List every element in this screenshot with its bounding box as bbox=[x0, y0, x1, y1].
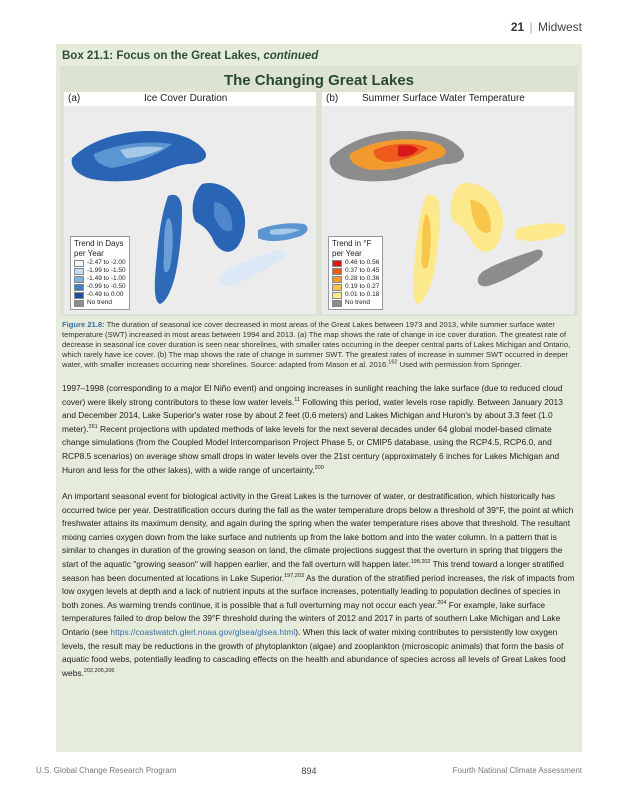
temp-legend-title-2: per Year bbox=[332, 249, 362, 258]
temp-legend-row bbox=[332, 259, 379, 267]
citation: 202,205,206 bbox=[83, 667, 115, 674]
citation: 204 bbox=[437, 599, 447, 606]
ice-legend-row bbox=[74, 275, 126, 283]
figure-21-8 bbox=[60, 66, 578, 316]
paragraph-water-levels bbox=[62, 382, 576, 477]
temp-legend-swatch bbox=[332, 292, 342, 299]
coastwatch-link[interactable]: https://coastwatch.glerl.noaa.gov/glsea/glsea.html bbox=[110, 626, 296, 637]
temp-legend-row bbox=[332, 291, 379, 299]
ice-legend-row bbox=[74, 299, 126, 307]
ice-legend-label: -1.49 to -1.00 bbox=[87, 275, 126, 282]
ice-legend-row bbox=[74, 283, 126, 291]
para2-text-2: This trend toward a longer stratified season has been documented at locations in Lake Superior. bbox=[62, 558, 564, 583]
footer-assessment: Fourth National Climate Assessment bbox=[452, 766, 582, 775]
temp-legend-row bbox=[332, 299, 379, 307]
panel-a-title: Ice Cover Duration bbox=[144, 93, 228, 104]
ice-legend-label: -1.99 to -1.50 bbox=[87, 267, 126, 274]
para1-text-3: Recent projections with updated methods of lake levels for the next several decades under 64 global model-based climate change simulations (from the Coupled Model Intercomparison Project Phase 5, or CMIP5 database, using the RCP4.5, RCP6.0, and RCP8.5 scenarios) on average show small drops in water levels over the 21st century (approximately 6 inches for Lakes Michigan and Huron and less for the other lakes), with a wide range of uncertainty. bbox=[62, 423, 560, 475]
section-name: Midwest bbox=[537, 20, 582, 34]
ice-cover-map bbox=[64, 106, 316, 314]
caption-text: The duration of seasonal ice cover decreased in most areas of the Great Lakes between 1973 and 2013, while summer surface water temperature (SWT) increased in most areas between 1994 and 2013. (a) The map shows the rate of change in ice cover duration. The greatest rate of decrease in seasonal ice cover duration is seen near shorelines, with smaller rates occurring in the deeper central parts of Lakes Michigan and Ontario, which rarely have ice cover. (b) The map shows the rate of change in summer SWT. The greatest rates of increase in summer SWT occurred in deeper water, with smaller increases occurring near shorelines. Source: adapted from Mason et al. 2016. bbox=[62, 320, 571, 369]
citation: 261 bbox=[88, 423, 98, 430]
caption-label: Figure 21.8: bbox=[62, 320, 105, 329]
header-separator: | bbox=[529, 20, 533, 34]
panel-b-header bbox=[322, 92, 574, 106]
temp-legend-label: 0.46 to 0.56 bbox=[345, 259, 380, 266]
temp-legend-row bbox=[332, 275, 379, 283]
page-number: 894 bbox=[301, 766, 317, 776]
temp-legend-swatch bbox=[332, 284, 342, 291]
temp-legend-label: 0.01 to 0.18 bbox=[345, 291, 380, 298]
ice-legend-swatch bbox=[74, 292, 84, 299]
ice-legend-label: -0.49 to 0.00 bbox=[87, 291, 124, 298]
ice-legend-row bbox=[74, 259, 126, 267]
caption-citation: 162 bbox=[388, 359, 398, 366]
temp-legend-swatch bbox=[332, 300, 342, 307]
para1-text-2: Following this period, water levels rose rapidly. Between January 2013 and December 2014, Lake Superior's water rose by about 2 feet (0.6 meters) and Lakes Michigan and Huron's by about 3.3 feet (1.0 meter). bbox=[62, 396, 563, 434]
running-header bbox=[511, 20, 582, 34]
para2-text-3: As the duration of the stratified period increases, the risk of impacts from low oxygen levels at depth and a lack of nutrient inputs at the surface increases, potentially leading to population declines of species in both zones. As warming trends continue, it is possible that a full overturning may not occur each year. bbox=[62, 572, 575, 610]
panel-a-letter: (a) bbox=[68, 93, 81, 104]
ice-legend-row bbox=[74, 267, 126, 275]
temperature-legend bbox=[328, 236, 383, 310]
para1-text-1: 1997–1998 (corresponding to a major El Niño event) and ongoing increases in sunlight reaching the lake surface (due to reduced cloud cover) were likely strong contributors to these low water levels. bbox=[62, 383, 563, 407]
panel-b-letter: (b) bbox=[326, 93, 339, 104]
temp-legend-title-1: Trend in °F bbox=[332, 239, 372, 248]
ice-legend-label: No trend bbox=[87, 299, 112, 306]
temp-legend-swatch bbox=[332, 260, 342, 267]
ice-legend-entries bbox=[74, 259, 126, 307]
citation: 200 bbox=[314, 464, 324, 471]
ice-legend-row bbox=[74, 291, 126, 299]
ice-legend-label: -2.47 to -2.00 bbox=[87, 259, 126, 266]
surface-temperature-map bbox=[322, 106, 574, 314]
box-title bbox=[62, 50, 318, 62]
para2-text-1: An important seasonal event for biological activity in the Great Lakes is the turnover of water, or destratification, which historically has occurred twice per year. Destratification occurs during the fall as the water temperature drops below a threshold of 39°F, the point at which freshwater attains its maximum density, and again during the spring when the water temperature rises above that threshold. The resultant mixing carries oxygen down from the lake surface and nutrients up from the lake bottom and into the water column. In a pattern that is similar to changes in duration of the growing season on land, the climate projections suggest that the overturn in spring that triggers the start of the aquatic "growing season" will happen earlier, and the fall overturn will happen later. bbox=[62, 491, 574, 569]
temp-legend-label: No trend bbox=[345, 299, 370, 306]
paragraph-destratification bbox=[62, 490, 576, 680]
temp-legend-row bbox=[332, 283, 379, 291]
ice-legend-swatch bbox=[74, 268, 84, 275]
panel-b-title: Summer Surface Water Temperature bbox=[362, 93, 525, 104]
temp-legend-swatch bbox=[332, 276, 342, 283]
ice-legend-label: -0.99 to -0.50 bbox=[87, 283, 126, 290]
citation: 198,202 bbox=[410, 559, 431, 566]
figure-caption bbox=[62, 320, 574, 370]
ice-legend-swatch bbox=[74, 284, 84, 291]
panel-a-header bbox=[64, 92, 316, 106]
temp-legend-row bbox=[332, 267, 379, 275]
para2-text-4: For example, lake surface temperatures failed to drop below the 39°F threshold during the winters of 2012 and 2017 in parts of southern Lake Michigan and Lake Ontario (see bbox=[62, 599, 561, 637]
ice-cover-legend bbox=[70, 236, 130, 310]
box-title-main: Box 21.1: Focus on the Great Lakes, bbox=[62, 50, 261, 62]
figure-title: The Changing Great Lakes bbox=[223, 72, 415, 89]
ice-legend-title-1: Trend in Days bbox=[74, 239, 124, 248]
box-title-sub: continued bbox=[263, 50, 319, 62]
footer-program: U.S. Global Change Research Program bbox=[36, 766, 177, 775]
citation: 11 bbox=[294, 396, 300, 403]
ice-legend-title-2: per Year bbox=[74, 249, 104, 258]
temp-legend-swatch bbox=[332, 268, 342, 275]
ice-legend-swatch bbox=[74, 300, 84, 307]
temp-legend-label: 0.28 to 0.36 bbox=[345, 275, 380, 282]
temp-legend-label: 0.19 to 0.27 bbox=[345, 283, 380, 290]
para2-text-5: ). When this lack of water mixing contributes to persistently low oxygen levels, the result may be reductions in the growth of phytoplankton (algae) and zooplankton (microscopic animals) that form the basis of aquatic food webs, potentially leading to cascading effects on the health and abundance of species across all levels of Great Lakes food webs. bbox=[62, 626, 566, 678]
ice-legend-swatch bbox=[74, 276, 84, 283]
temp-legend-label: 0.37 to 0.45 bbox=[345, 267, 380, 274]
caption-permission: Used with permission from Springer. bbox=[397, 360, 522, 369]
chapter-number: 21 bbox=[510, 20, 525, 34]
focus-box bbox=[56, 44, 582, 752]
citation: 197,203 bbox=[284, 572, 304, 579]
ice-legend-swatch bbox=[74, 260, 84, 267]
temp-legend-entries bbox=[332, 259, 379, 307]
